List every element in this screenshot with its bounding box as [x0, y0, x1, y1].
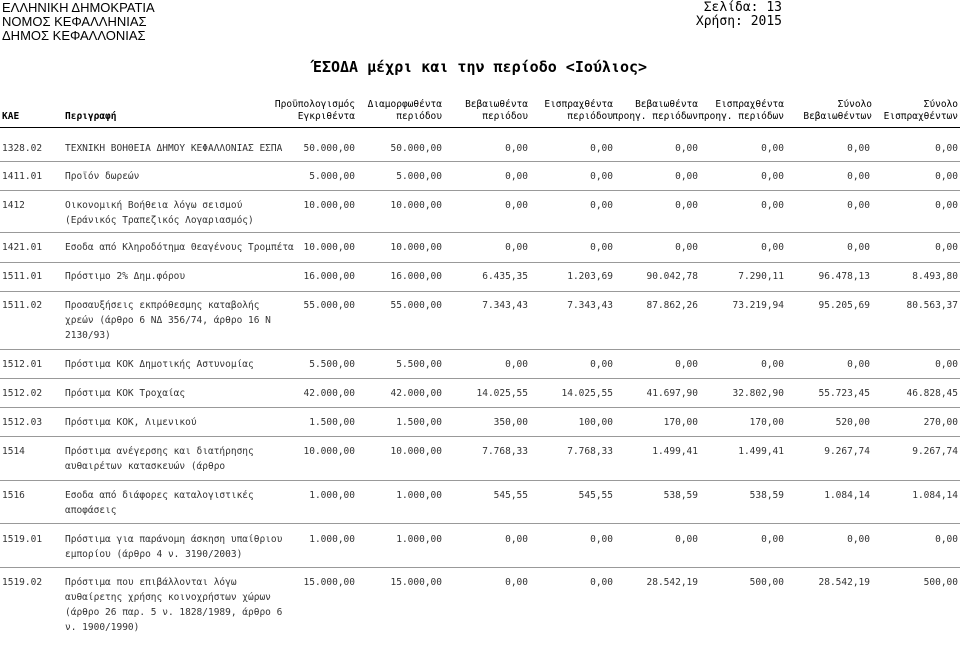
- row-divider: [0, 262, 960, 263]
- fiscal-year: Χρήση: 2015: [695, 14, 782, 29]
- amount-cell: 0,00: [505, 577, 528, 588]
- amount-cell: 1.000,00: [396, 534, 442, 545]
- description-line: (Εράνικός Τραπεζικός Λογαριασμός): [65, 215, 254, 226]
- row-divider: [0, 480, 960, 481]
- amount-cell: 1.500,00: [309, 417, 355, 428]
- amount-cell: 0,00: [590, 242, 613, 253]
- amount-cell: 16.000,00: [390, 271, 442, 282]
- amount-cell: 14.025,55: [476, 388, 528, 399]
- amount-cell: 96.478,13: [818, 271, 870, 282]
- amount-cell: 9.267,74: [824, 446, 870, 457]
- amount-cell: 0,00: [761, 200, 784, 211]
- amount-cell: 55.723,45: [818, 388, 870, 399]
- kae-code: 1421.01: [2, 242, 43, 253]
- amount-cell: 7.343,43: [482, 300, 528, 311]
- kae-code: 1512.02: [2, 388, 43, 399]
- amount-cell: 0,00: [847, 359, 870, 370]
- amount-cell: 0,00: [847, 200, 870, 211]
- row-divider: [0, 291, 960, 292]
- col-coll-prev-l2: προηγ. περιόδων: [698, 111, 784, 122]
- amount-cell: 46.828,45: [906, 388, 958, 399]
- amount-cell: 10.000,00: [303, 242, 355, 253]
- description-line: Πρόστιμα που επιβάλλονται λόγω: [65, 577, 237, 588]
- col-adjusted-l2: περιόδου: [396, 111, 442, 122]
- prefecture-label: ΝΟΜΟΣ ΚΕΦΑΛΛΗΝΙΑΣ: [2, 14, 147, 29]
- amount-cell: 95.205,69: [818, 300, 870, 311]
- report-title: ΈΣΟΔΑ μέχρι και την περίοδο <Ιούλιος>: [312, 58, 648, 76]
- amount-cell: 270,00: [923, 417, 958, 428]
- amount-cell: 170,00: [749, 417, 784, 428]
- amount-cell: 0,00: [675, 359, 698, 370]
- amount-cell: 0,00: [935, 200, 958, 211]
- amount-cell: 55.000,00: [303, 300, 355, 311]
- amount-cell: 5.500,00: [396, 359, 442, 370]
- amount-cell: 0,00: [935, 534, 958, 545]
- description-line: Εσοδα από διάφορες καταλογιστικές: [65, 490, 254, 501]
- amount-cell: 1.000,00: [396, 490, 442, 501]
- description-line: εμπορίου (άρθρο 4 ν. 3190/2003): [65, 549, 243, 560]
- amount-cell: 0,00: [590, 143, 613, 154]
- amount-cell: 0,00: [847, 534, 870, 545]
- col-budget-l1: Προϋπολογισμός: [274, 99, 355, 110]
- amount-cell: 28.542,19: [818, 577, 870, 588]
- amount-cell: 90.042,78: [646, 271, 698, 282]
- amount-cell: 5.000,00: [309, 171, 355, 182]
- description-line: Προσαυξήσεις εκπρόθεσμης καταβολής: [65, 300, 260, 311]
- kae-code: 1412: [2, 200, 25, 211]
- amount-cell: 0,00: [847, 171, 870, 182]
- amount-cell: 0,00: [847, 143, 870, 154]
- amount-cell: 500,00: [749, 577, 784, 588]
- amount-cell: 55.000,00: [390, 300, 442, 311]
- amount-cell: 100,00: [578, 417, 613, 428]
- col-cert-prev-l2: προηγ. περιόδων: [612, 111, 698, 122]
- amount-cell: 5.000,00: [396, 171, 442, 182]
- amount-cell: 10.000,00: [390, 200, 442, 211]
- kae-code: 1512.03: [2, 417, 43, 428]
- amount-cell: 0,00: [675, 242, 698, 253]
- amount-cell: 9.267,74: [912, 446, 958, 457]
- amount-cell: 0,00: [590, 171, 613, 182]
- row-divider: [0, 407, 960, 408]
- amount-cell: 42.000,00: [390, 388, 442, 399]
- amount-cell: 0,00: [761, 359, 784, 370]
- row-divider: [0, 190, 960, 191]
- description-line: αποφάσεις: [65, 505, 117, 516]
- amount-cell: 6.435,35: [482, 271, 528, 282]
- col-coll-prev-l1: Εισπραχθέντα: [715, 99, 784, 110]
- amount-cell: 1.000,00: [309, 534, 355, 545]
- description-line: Προϊόν δωρεών: [65, 171, 140, 182]
- amount-cell: 7.768,33: [482, 446, 528, 457]
- col-collected-l2: περιόδου: [567, 111, 613, 122]
- col-total-cert-l1: Σύνολο: [837, 99, 872, 110]
- amount-cell: 0,00: [761, 242, 784, 253]
- amount-cell: 1.084,14: [912, 490, 958, 501]
- amount-cell: 538,59: [749, 490, 784, 501]
- amount-cell: 15.000,00: [303, 577, 355, 588]
- amount-cell: 28.542,19: [646, 577, 698, 588]
- row-divider: [0, 349, 960, 350]
- amount-cell: 50.000,00: [390, 143, 442, 154]
- amount-cell: 50.000,00: [303, 143, 355, 154]
- header-divider: [0, 127, 960, 128]
- amount-cell: 0,00: [505, 143, 528, 154]
- amount-cell: 1.203,69: [567, 271, 613, 282]
- municipality-label: ΔΗΜΟΣ ΚΕΦΑΛΛΟΝΙΑΣ: [2, 28, 146, 43]
- amount-cell: 16.000,00: [303, 271, 355, 282]
- amount-cell: 10.000,00: [390, 242, 442, 253]
- amount-cell: 5.500,00: [309, 359, 355, 370]
- amount-cell: 0,00: [505, 242, 528, 253]
- amount-cell: 0,00: [935, 359, 958, 370]
- col-cert-prev-l1: Βεβαιωθέντα: [635, 99, 698, 110]
- amount-cell: 500,00: [923, 577, 958, 588]
- amount-cell: 545,55: [493, 490, 528, 501]
- amount-cell: 1.000,00: [309, 490, 355, 501]
- amount-cell: 10.000,00: [303, 446, 355, 457]
- amount-cell: 0,00: [590, 359, 613, 370]
- amount-cell: 7.290,11: [738, 271, 784, 282]
- amount-cell: 87.862,26: [646, 300, 698, 311]
- col-certified-l2: περιόδου: [482, 111, 528, 122]
- amount-cell: 10.000,00: [303, 200, 355, 211]
- row-divider: [0, 378, 960, 379]
- col-budget-l2: Εγκριθέντα: [297, 111, 355, 122]
- description-line: (άρθρο 26 παρ. 5 ν. 1828/1989, άρθρο 6: [65, 607, 283, 618]
- amount-cell: 538,59: [663, 490, 698, 501]
- amount-cell: 42.000,00: [303, 388, 355, 399]
- amount-cell: 0,00: [675, 534, 698, 545]
- description-line: Πρόστιμα ΚΟΚ Δημοτικής Αστυνομίας: [65, 359, 254, 370]
- amount-cell: 0,00: [761, 143, 784, 154]
- description-line: 2130/93): [65, 330, 111, 341]
- amount-cell: 73.219,94: [732, 300, 784, 311]
- amount-cell: 1.084,14: [824, 490, 870, 501]
- kae-code: 1519.01: [2, 534, 43, 545]
- amount-cell: 0,00: [935, 171, 958, 182]
- page-number: Σελίδα: 13: [703, 0, 782, 15]
- col-description: Περιγραφή: [65, 111, 117, 122]
- country-label: ΕΛΛΗΝΙΚΗ ΔΗΜΟΚΡΑΤΙΑ: [2, 0, 155, 15]
- description-line: αυθαίρετης χρήσης κοινοχρήστων χώρων: [65, 592, 271, 603]
- description-line: ν. 1900/1990): [65, 622, 140, 633]
- amount-cell: 0,00: [590, 534, 613, 545]
- amount-cell: 0,00: [935, 242, 958, 253]
- amount-cell: 0,00: [505, 534, 528, 545]
- col-total-coll-l1: Σύνολο: [923, 99, 958, 110]
- description-line: Εσοδα από Κληροδότημα Θεαγένους Τρομπέτα: [65, 242, 294, 253]
- kae-code: 1328.02: [2, 143, 43, 154]
- kae-code: 1511.02: [2, 300, 43, 311]
- amount-cell: 15.000,00: [390, 577, 442, 588]
- amount-cell: 14.025,55: [561, 388, 613, 399]
- description-line: Πρόστιμα ανέγερσης και διατήρησης: [65, 446, 254, 457]
- amount-cell: 0,00: [505, 359, 528, 370]
- amount-cell: 80.563,37: [906, 300, 958, 311]
- amount-cell: 0,00: [675, 200, 698, 211]
- kae-code: 1511.01: [2, 271, 43, 282]
- description-line: Πρόστιμα για παράνομη άσκηση υπαίθριου: [65, 534, 283, 545]
- row-divider: [0, 232, 960, 233]
- description-line: Πρόστιμα ΚΟΚ Τροχαίας: [65, 388, 186, 399]
- amount-cell: 170,00: [663, 417, 698, 428]
- kae-code: 1411.01: [2, 171, 43, 182]
- amount-cell: 8.493,80: [912, 271, 958, 282]
- amount-cell: 41.697,90: [646, 388, 698, 399]
- amount-cell: 350,00: [493, 417, 528, 428]
- col-collected-l1: Εισπραχθέντα: [544, 99, 613, 110]
- amount-cell: 0,00: [847, 242, 870, 253]
- amount-cell: 32.802,90: [732, 388, 784, 399]
- col-total-cert-l2: Βεβαιωθέντων: [803, 111, 872, 122]
- amount-cell: 0,00: [761, 534, 784, 545]
- amount-cell: 10.000,00: [390, 446, 442, 457]
- amount-cell: 7.343,43: [567, 300, 613, 311]
- amount-cell: 7.768,33: [567, 446, 613, 457]
- col-certified-l1: Βεβαιωθέντα: [465, 99, 528, 110]
- amount-cell: 0,00: [590, 200, 613, 211]
- kae-code: 1519.02: [2, 577, 43, 588]
- amount-cell: 0,00: [505, 200, 528, 211]
- row-divider: [0, 523, 960, 524]
- description-line: χρεών (άρθρο 6 ΝΔ 356/74, άρθρο 16 Ν: [65, 315, 271, 326]
- amount-cell: 0,00: [675, 143, 698, 154]
- col-adjusted-l1: Διαμορφωθέντα: [367, 99, 442, 110]
- description-line: Πρόστιμο 2% Δημ.φόρου: [65, 271, 186, 282]
- amount-cell: 1.499,41: [652, 446, 698, 457]
- amount-cell: 545,55: [578, 490, 613, 501]
- col-total-coll-l2: Εισπραχθέντων: [883, 111, 958, 122]
- amount-cell: 0,00: [675, 171, 698, 182]
- kae-code: 1514: [2, 446, 25, 457]
- kae-code: 1516: [2, 490, 25, 501]
- col-kae: ΚΑΕ: [2, 111, 20, 122]
- amount-cell: 0,00: [935, 143, 958, 154]
- amount-cell: 0,00: [590, 577, 613, 588]
- amount-cell: 0,00: [761, 171, 784, 182]
- description-line: Οικονομική Βοήθεια λόγω σεισμού: [65, 200, 243, 211]
- kae-code: 1512.01: [2, 359, 43, 370]
- row-divider: [0, 161, 960, 162]
- description-line: αυθαιρέτων κατασκευών (άρθρο: [65, 461, 226, 472]
- description-line: ΤΕΧΝΙΚΗ ΒΟΗΘΕΙΑ ΔΗΜΟΥ ΚΕΦΑΛΛΟΝΙΑΣ ΕΣΠΑ: [65, 143, 283, 154]
- row-divider: [0, 436, 960, 437]
- amount-cell: 520,00: [835, 417, 870, 428]
- amount-cell: 1.500,00: [396, 417, 442, 428]
- amount-cell: 0,00: [505, 171, 528, 182]
- amount-cell: 1.499,41: [738, 446, 784, 457]
- row-divider: [0, 567, 960, 568]
- description-line: Πρόστιμα ΚΟΚ, Λιμενικού: [65, 417, 197, 428]
